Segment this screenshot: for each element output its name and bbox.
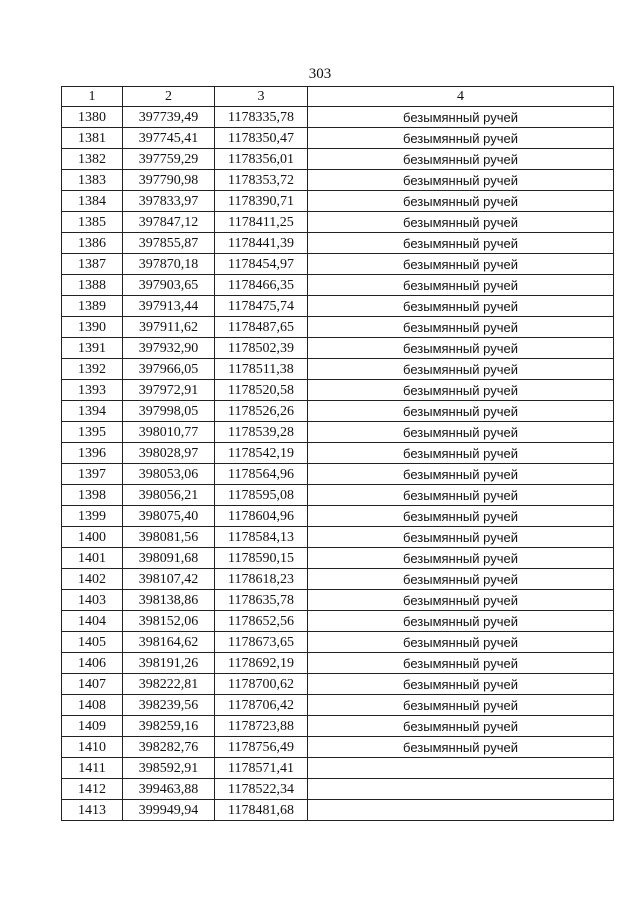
x-coordinate-cell: 397911,62 xyxy=(123,317,215,338)
point-number-cell: 1385 xyxy=(62,212,123,233)
y-coordinate-cell: 1178590,15 xyxy=(215,548,308,569)
description-cell: безымянный ручей xyxy=(308,401,614,422)
table-row xyxy=(62,443,614,464)
y-coordinate-cell: 1178706,42 xyxy=(215,695,308,716)
y-coordinate-cell: 1178700,62 xyxy=(215,674,308,695)
column-header-1: 1 xyxy=(62,87,123,107)
description-cell: безымянный ручей xyxy=(308,359,614,380)
y-coordinate-cell: 1178652,56 xyxy=(215,611,308,632)
y-coordinate-cell: 1178481,68 xyxy=(215,800,308,821)
point-number-cell: 1384 xyxy=(62,191,123,212)
x-coordinate-cell: 398081,56 xyxy=(123,527,215,548)
point-number-cell: 1397 xyxy=(62,464,123,485)
description-cell: безымянный ручей xyxy=(308,233,614,254)
table-row xyxy=(62,758,614,779)
point-number-cell: 1396 xyxy=(62,443,123,464)
table-row xyxy=(62,212,614,233)
y-coordinate-cell: 1178511,38 xyxy=(215,359,308,380)
y-coordinate-cell: 1178475,74 xyxy=(215,296,308,317)
point-number-cell: 1401 xyxy=(62,548,123,569)
table-header-row xyxy=(62,87,614,107)
x-coordinate-cell: 397790,98 xyxy=(123,170,215,191)
table-row xyxy=(62,527,614,548)
table-row xyxy=(62,632,614,653)
table-row xyxy=(62,233,614,254)
point-number-cell: 1380 xyxy=(62,107,123,128)
x-coordinate-cell: 398191,26 xyxy=(123,653,215,674)
column-header-3: 3 xyxy=(215,87,308,107)
description-cell xyxy=(308,779,614,800)
table-row xyxy=(62,569,614,590)
table-row xyxy=(62,674,614,695)
description-cell: безымянный ручей xyxy=(308,443,614,464)
y-coordinate-cell: 1178520,58 xyxy=(215,380,308,401)
y-coordinate-cell: 1178390,71 xyxy=(215,191,308,212)
point-number-cell: 1403 xyxy=(62,590,123,611)
description-cell: безымянный ручей xyxy=(308,317,614,338)
y-coordinate-cell: 1178604,96 xyxy=(215,506,308,527)
x-coordinate-cell: 399463,88 xyxy=(123,779,215,800)
description-cell: безымянный ручей xyxy=(308,464,614,485)
y-coordinate-cell: 1178353,72 xyxy=(215,170,308,191)
table-row xyxy=(62,170,614,191)
x-coordinate-cell: 398091,68 xyxy=(123,548,215,569)
description-cell: безымянный ручей xyxy=(308,422,614,443)
table-row xyxy=(62,149,614,170)
point-number-cell: 1411 xyxy=(62,758,123,779)
x-coordinate-cell: 398010,77 xyxy=(123,422,215,443)
table-row xyxy=(62,338,614,359)
table-row xyxy=(62,401,614,422)
x-coordinate-cell: 398239,56 xyxy=(123,695,215,716)
point-number-cell: 1387 xyxy=(62,254,123,275)
column-header-2: 2 xyxy=(123,87,215,107)
x-coordinate-cell: 397847,12 xyxy=(123,212,215,233)
y-coordinate-cell: 1178539,28 xyxy=(215,422,308,443)
description-cell: безымянный ручей xyxy=(308,674,614,695)
description-cell: безымянный ручей xyxy=(308,212,614,233)
description-cell: безымянный ручей xyxy=(308,254,614,275)
description-cell: безымянный ручей xyxy=(308,170,614,191)
description-cell xyxy=(308,800,614,821)
table-row xyxy=(62,716,614,737)
table-row xyxy=(62,380,614,401)
description-cell: безымянный ручей xyxy=(308,590,614,611)
table-row xyxy=(62,422,614,443)
point-number-cell: 1399 xyxy=(62,506,123,527)
point-number-cell: 1409 xyxy=(62,716,123,737)
description-cell: безымянный ручей xyxy=(308,338,614,359)
y-coordinate-cell: 1178756,49 xyxy=(215,737,308,758)
description-cell: безымянный ручей xyxy=(308,128,614,149)
description-cell: безымянный ручей xyxy=(308,296,614,317)
x-coordinate-cell: 397966,05 xyxy=(123,359,215,380)
y-coordinate-cell: 1178526,26 xyxy=(215,401,308,422)
point-number-cell: 1406 xyxy=(62,653,123,674)
description-cell: безымянный ручей xyxy=(308,527,614,548)
description-cell: безымянный ручей xyxy=(308,653,614,674)
description-cell: безымянный ручей xyxy=(308,107,614,128)
x-coordinate-cell: 397932,90 xyxy=(123,338,215,359)
x-coordinate-cell: 398152,06 xyxy=(123,611,215,632)
table-row xyxy=(62,800,614,821)
x-coordinate-cell: 397739,49 xyxy=(123,107,215,128)
description-cell: безымянный ручей xyxy=(308,737,614,758)
y-coordinate-cell: 1178466,35 xyxy=(215,275,308,296)
y-coordinate-cell: 1178692,19 xyxy=(215,653,308,674)
x-coordinate-cell: 398138,86 xyxy=(123,590,215,611)
description-cell: безымянный ручей xyxy=(308,632,614,653)
description-cell xyxy=(308,758,614,779)
point-number-cell: 1388 xyxy=(62,275,123,296)
x-coordinate-cell: 398075,40 xyxy=(123,506,215,527)
point-number-cell: 1413 xyxy=(62,800,123,821)
x-coordinate-cell: 397759,29 xyxy=(123,149,215,170)
description-cell: безымянный ручей xyxy=(308,380,614,401)
table-row xyxy=(62,464,614,485)
y-coordinate-cell: 1178441,39 xyxy=(215,233,308,254)
x-coordinate-cell: 398282,76 xyxy=(123,737,215,758)
y-coordinate-cell: 1178673,65 xyxy=(215,632,308,653)
point-number-cell: 1398 xyxy=(62,485,123,506)
x-coordinate-cell: 397972,91 xyxy=(123,380,215,401)
point-number-cell: 1393 xyxy=(62,380,123,401)
table-row xyxy=(62,779,614,800)
y-coordinate-cell: 1178595,08 xyxy=(215,485,308,506)
table-row xyxy=(62,548,614,569)
table-row xyxy=(62,128,614,149)
y-coordinate-cell: 1178571,41 xyxy=(215,758,308,779)
table-row xyxy=(62,611,614,632)
x-coordinate-cell: 398056,21 xyxy=(123,485,215,506)
page-number: 303 xyxy=(308,66,332,82)
description-cell: безымянный ручей xyxy=(308,611,614,632)
point-number-cell: 1390 xyxy=(62,317,123,338)
x-coordinate-cell: 398107,42 xyxy=(123,569,215,590)
x-coordinate-cell: 398164,62 xyxy=(123,632,215,653)
y-coordinate-cell: 1178487,65 xyxy=(215,317,308,338)
description-cell: безымянный ручей xyxy=(308,506,614,527)
table-body xyxy=(62,107,614,821)
table-row xyxy=(62,590,614,611)
description-cell: безымянный ручей xyxy=(308,149,614,170)
coordinates-table xyxy=(61,86,614,821)
x-coordinate-cell: 398222,81 xyxy=(123,674,215,695)
table-row xyxy=(62,107,614,128)
x-coordinate-cell: 399949,94 xyxy=(123,800,215,821)
point-number-cell: 1383 xyxy=(62,170,123,191)
x-coordinate-cell: 398259,16 xyxy=(123,716,215,737)
table-row xyxy=(62,275,614,296)
point-number-cell: 1392 xyxy=(62,359,123,380)
point-number-cell: 1412 xyxy=(62,779,123,800)
description-cell: безымянный ручей xyxy=(308,716,614,737)
point-number-cell: 1405 xyxy=(62,632,123,653)
y-coordinate-cell: 1178522,34 xyxy=(215,779,308,800)
y-coordinate-cell: 1178564,96 xyxy=(215,464,308,485)
y-coordinate-cell: 1178723,88 xyxy=(215,716,308,737)
x-coordinate-cell: 397833,97 xyxy=(123,191,215,212)
table-row xyxy=(62,191,614,212)
table-row xyxy=(62,653,614,674)
y-coordinate-cell: 1178584,13 xyxy=(215,527,308,548)
y-coordinate-cell: 1178635,78 xyxy=(215,590,308,611)
table-row xyxy=(62,317,614,338)
x-coordinate-cell: 397998,05 xyxy=(123,401,215,422)
y-coordinate-cell: 1178502,39 xyxy=(215,338,308,359)
y-coordinate-cell: 1178356,01 xyxy=(215,149,308,170)
x-coordinate-cell: 397913,44 xyxy=(123,296,215,317)
x-coordinate-cell: 397870,18 xyxy=(123,254,215,275)
x-coordinate-cell: 398053,06 xyxy=(123,464,215,485)
y-coordinate-cell: 1178335,78 xyxy=(215,107,308,128)
y-coordinate-cell: 1178618,23 xyxy=(215,569,308,590)
point-number-cell: 1386 xyxy=(62,233,123,254)
point-number-cell: 1394 xyxy=(62,401,123,422)
description-cell: безымянный ручей xyxy=(308,275,614,296)
point-number-cell: 1402 xyxy=(62,569,123,590)
y-coordinate-cell: 1178454,97 xyxy=(215,254,308,275)
point-number-cell: 1410 xyxy=(62,737,123,758)
point-number-cell: 1400 xyxy=(62,527,123,548)
point-number-cell: 1395 xyxy=(62,422,123,443)
point-number-cell: 1407 xyxy=(62,674,123,695)
description-cell: безымянный ручей xyxy=(308,191,614,212)
point-number-cell: 1408 xyxy=(62,695,123,716)
description-cell: безымянный ручей xyxy=(308,485,614,506)
x-coordinate-cell: 398592,91 xyxy=(123,758,215,779)
point-number-cell: 1382 xyxy=(62,149,123,170)
table-row xyxy=(62,695,614,716)
x-coordinate-cell: 397903,65 xyxy=(123,275,215,296)
point-number-cell: 1389 xyxy=(62,296,123,317)
description-cell: безымянный ручей xyxy=(308,548,614,569)
point-number-cell: 1381 xyxy=(62,128,123,149)
x-coordinate-cell: 397855,87 xyxy=(123,233,215,254)
table-row xyxy=(62,359,614,380)
table-row xyxy=(62,296,614,317)
y-coordinate-cell: 1178350,47 xyxy=(215,128,308,149)
y-coordinate-cell: 1178542,19 xyxy=(215,443,308,464)
y-coordinate-cell: 1178411,25 xyxy=(215,212,308,233)
table-row xyxy=(62,737,614,758)
description-cell: безымянный ручей xyxy=(308,569,614,590)
description-cell: безымянный ручей xyxy=(308,695,614,716)
table-row xyxy=(62,485,614,506)
x-coordinate-cell: 398028,97 xyxy=(123,443,215,464)
point-number-cell: 1391 xyxy=(62,338,123,359)
x-coordinate-cell: 397745,41 xyxy=(123,128,215,149)
table-row xyxy=(62,254,614,275)
column-header-4: 4 xyxy=(308,87,614,107)
point-number-cell: 1404 xyxy=(62,611,123,632)
table-row xyxy=(62,506,614,527)
